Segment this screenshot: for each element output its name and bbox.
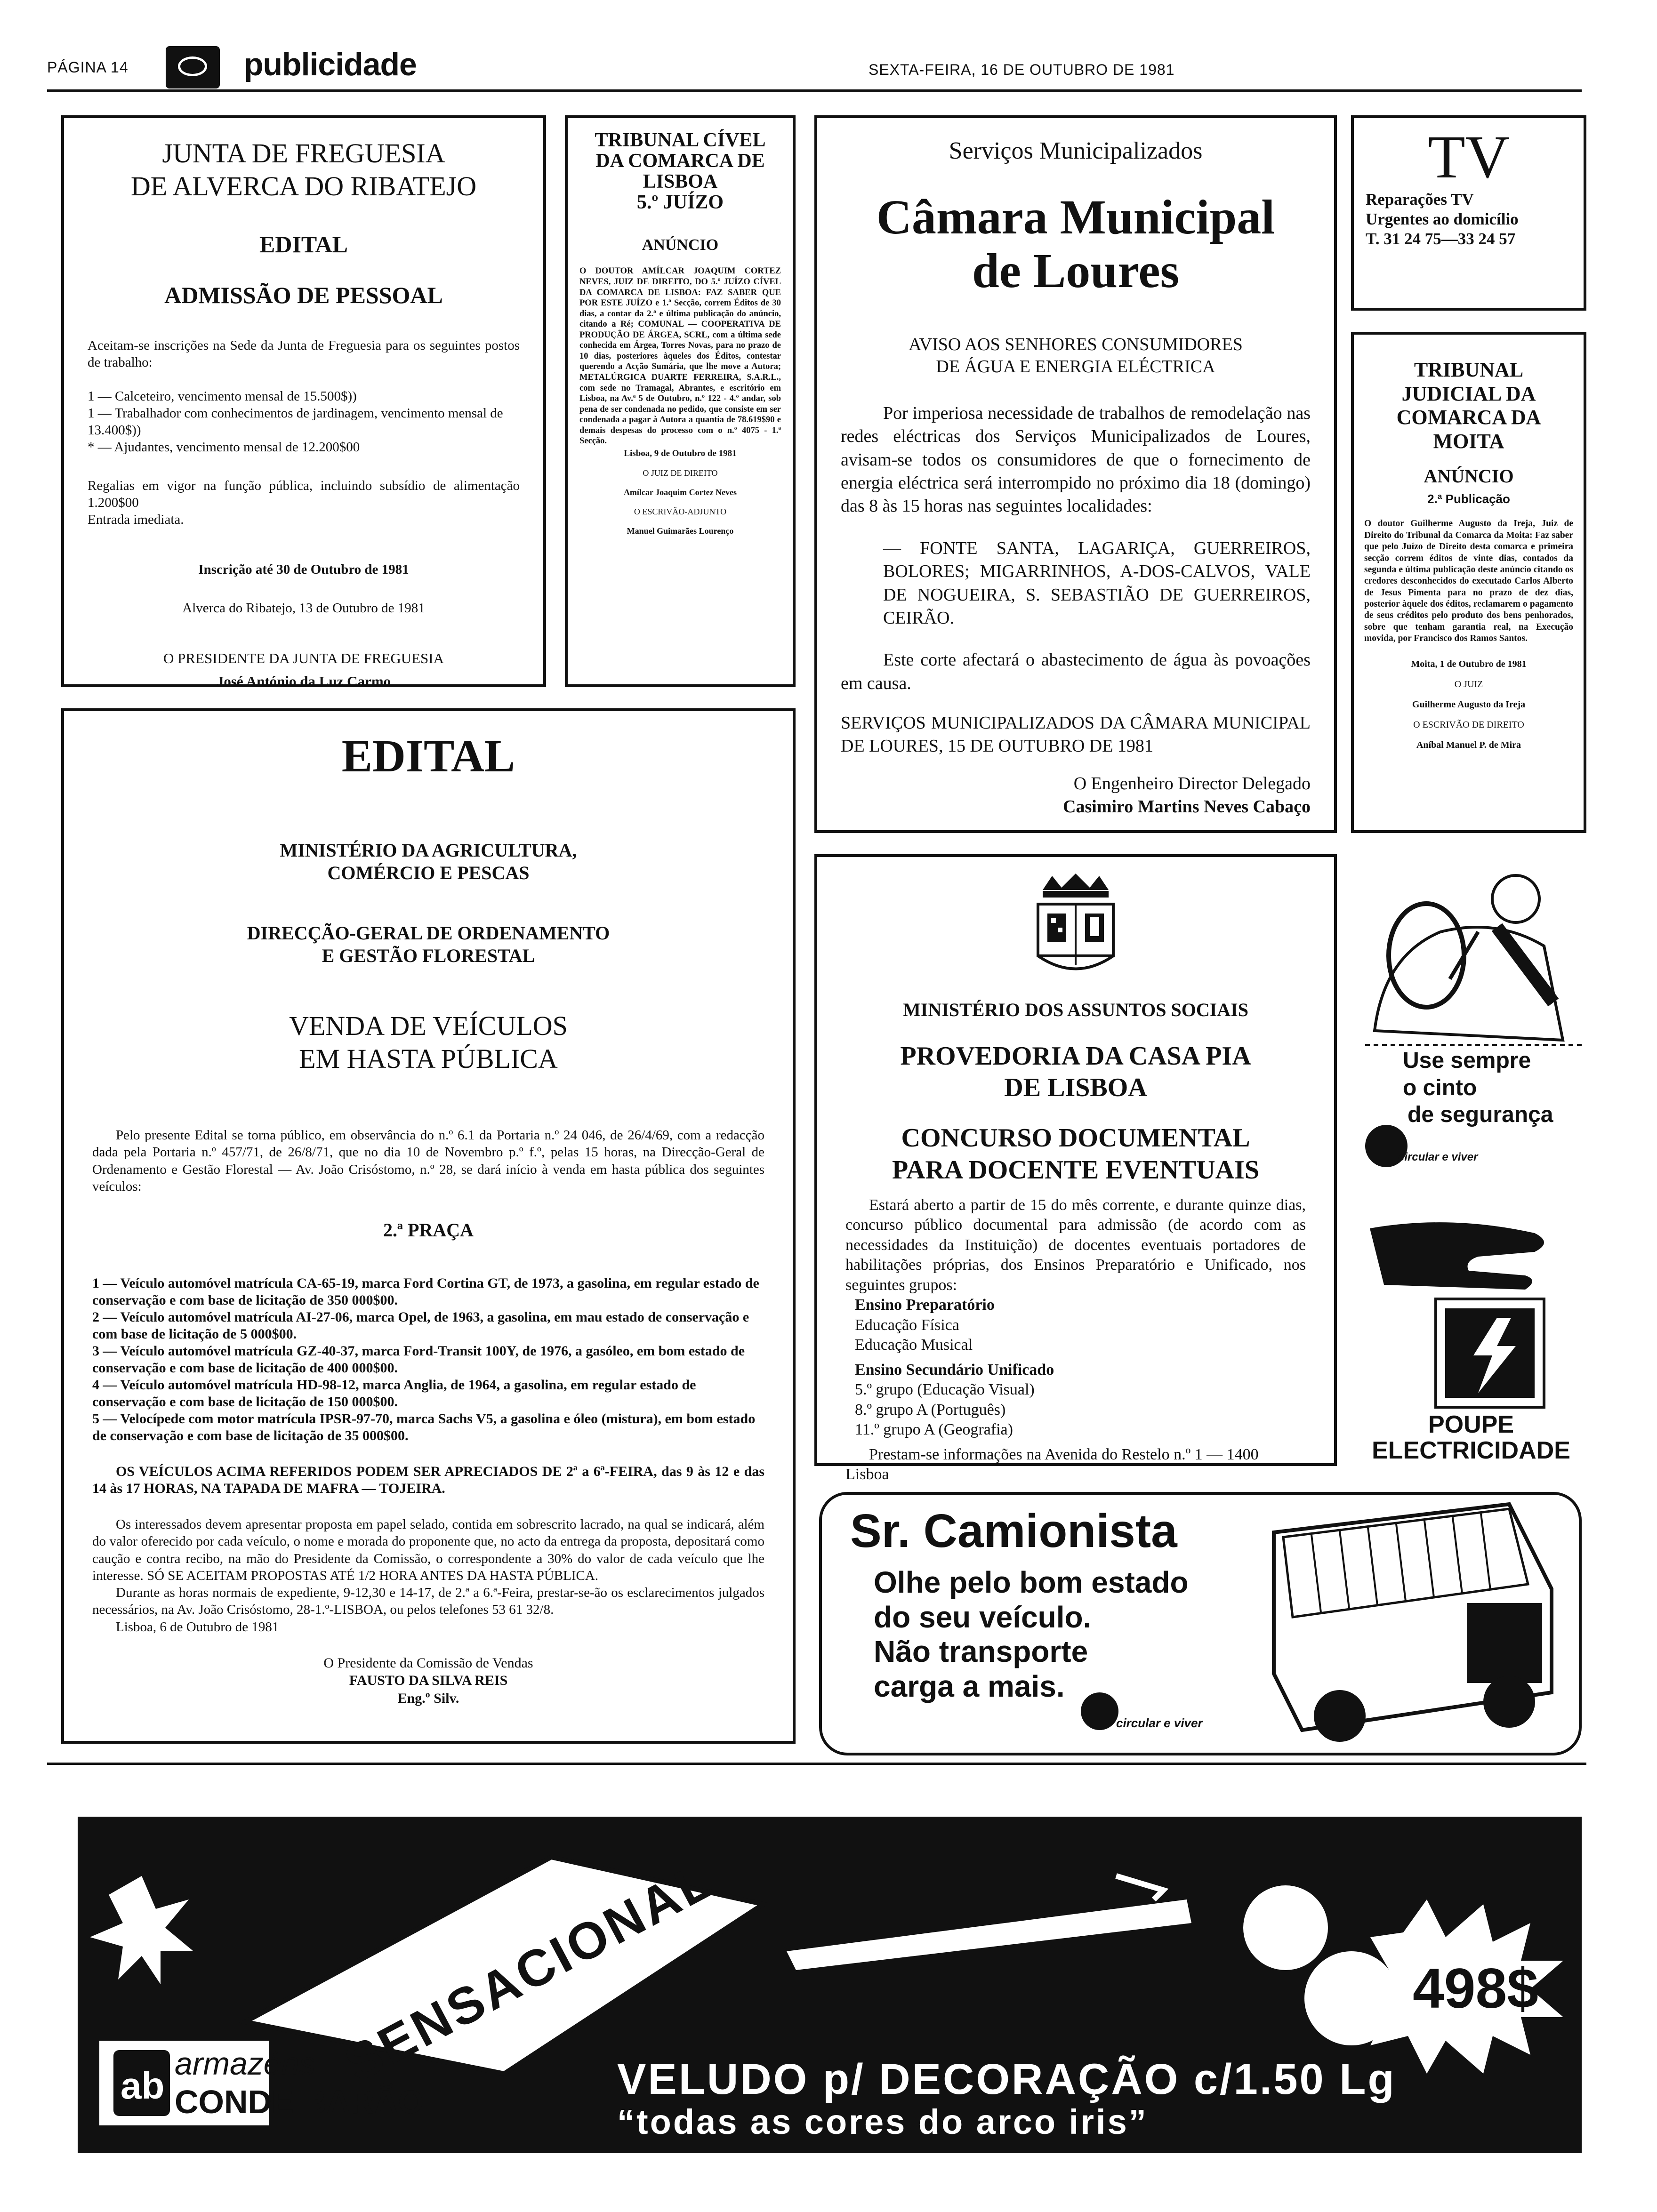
- tribunal-moita-title: TRIBUNAL JUDICIAL DA COMARCA DA MOITA: [1396, 358, 1541, 453]
- cinto-text: [1403, 1047, 1553, 1129]
- camion-brand: circular e viver: [1116, 1716, 1203, 1730]
- vehicle-item: 5 — Velocípede com motor matrícula IPSR-97-70, marca Sachs V5, a gasolina e óleo (mistura), em bom estado de conservação e com base de licitação de 35 000$00.: [92, 1411, 756, 1444]
- tribunal-moita-notice: [1351, 332, 1586, 833]
- poupe-text: [1356, 1412, 1586, 1463]
- casapia-sec-item: 8.º grupo A (Português): [855, 1401, 1006, 1419]
- camara-aviso-line1: AVISO AOS SENHORES CONSUMIDORES: [909, 334, 1243, 354]
- camara-title: [841, 191, 1311, 298]
- edital-vehicles: [92, 1275, 764, 1444]
- tv-line1: Reparações TV: [1366, 190, 1474, 208]
- edital-para2: Durante as horas normais de expediente, 9-12,30 e 14-17, de 2.ª a 6.ª-Feira, prestar-se-ão os esclarecimentos julgados necessários, na Av. João Crisóstomo, 28-1.º-LISBOA, ou pelos telefones 53 61 32/8.: [92, 1585, 764, 1618]
- tribunal-civel-body: O DOUTOR AMÍLCAR JOAQUIM CORTEZ NEVES, JUIZ DE DIREITO, DO 5.º JUÍZO CÍVEL DA COMARCA DE LISBOA: FAZ SABER QUE POR ESTE JUÍZO e 1.ª Secção, correm Éditos de 30 dias, a contar da 2.ª e última publicação do anúncio, citando a Ré; COMUNAL — COOPERATIVA DE PRODUÇÃO DE ÁRGEA, SCRL, com a última sede conhecida em Árgea, Torres Novas, para no prazo de 10 dias, posteriores àqueles dos Éditos, contestar querendo a Acção Sumária, que lhe move a Autora; METALÚRGICA DUARTE FERREIRA, S.A.R.L., com sede no Tramagal, Abrantes, e escritório em Lisboa, na Av.ª 5 de Outubro, n.º 122 - 4.º andar, sob pena de ser condenada no pedido, que consiste em ser condenada a pagar à Autora a quantia de 78.619$90 e demais despesas do processo com o n.º 4075 - 1.ª Secção.: [579, 266, 781, 446]
- junta-entrada: Entrada imediata.: [88, 512, 184, 528]
- camara-aviso-line2: DE ÁGUA E ENERGIA ELÉCTRICA: [936, 357, 1215, 377]
- tribunal-moita-anuncio: ANÚNCIO: [1424, 465, 1514, 487]
- casapia-concurso: [845, 1122, 1306, 1186]
- junta-intro: Aceitam-se inscrições na Sede da Junta de Freguesia para os seguintes postos de trabalho:: [88, 338, 520, 370]
- edital-venda-veiculos: [61, 708, 796, 1744]
- camara-eng: Casimiro Martins Neves Cabaço: [1063, 797, 1311, 817]
- tribunal-moita-date: Moita, 1 de Outubro de 1981: [1411, 658, 1527, 669]
- junta-item: 1 — Trabalhador com conhecimentos de jardinagem, vencimento mensal de 13.400$)): [88, 405, 503, 438]
- product-text: VELUDO p/ DECORAÇÃO c/1.50 Lg: [617, 2055, 1396, 2103]
- page-date: SEXTA-FEIRA, 16 DE OUTUBRO DE 1981: [869, 61, 1175, 78]
- casapia-prep-title: Ensino Preparatório: [855, 1296, 995, 1314]
- tribunal-moita-escrivao: Aníbal Manuel P. de Mira: [1416, 739, 1521, 750]
- junta-signer-title: O PRESIDENTE DA JUNTA DE FREGUESIA: [163, 649, 444, 666]
- edital-intro: Pelo presente Edital se torna público, em observância do n.º 6.1 da Portaria n.º 24 046, de 26/4/69, com a redacção dada pela Portaria n.º 457/71, de 26/8/71, que no dia 10 de Novembro p.º f.º, pelas 15 horas, na Direcção-Geral de Ordenamento e Gestão Florestal — Av. João Crisóstomo, n.º 28, se dará início à venda em hasta pública dos seguintes veículos:: [92, 1128, 764, 1194]
- truck-icon: [1246, 1495, 1575, 1749]
- cinto-line3: de segurança: [1408, 1102, 1553, 1128]
- casapia-provedoria: [845, 1041, 1306, 1104]
- driver-seatbelt-icon: [1356, 861, 1586, 1050]
- casapia-concurso-line2: PARA DOCENTE EVENTUAIS: [892, 1155, 1259, 1185]
- camara-afectara: Este corte afectará o abastecimento de água às povoações em causa.: [841, 650, 1311, 693]
- tribunal-civel-notice: [565, 115, 796, 687]
- junta-signer: José António da Luz Carmo: [216, 673, 391, 689]
- casapia-concurso-line1: CONCURSO DOCUMENTAL: [901, 1123, 1250, 1153]
- edital-sign-title: O Presidente da Comissão de Vendas: [323, 1655, 533, 1671]
- casapia-ministry: MINISTÉRIO DOS ASSUNTOS SOCIAIS: [903, 999, 1248, 1020]
- poupe-electricidade-ad: [1356, 1210, 1586, 1473]
- junta-freguesia-notice: [61, 115, 546, 687]
- tv-repair-ad: [1351, 115, 1586, 311]
- edital-title: EDITAL: [341, 731, 515, 782]
- poupe-line1: POUPE: [1428, 1411, 1514, 1438]
- casapia-body: Estará aberto a partir de 15 do mês corrente, e durante quinze dias, concurso público documental para admissão (de acordo com as necessidades da Instituição) de docentes eventuais portadores de habilitações próprias, dos Ensinos Preparatório e Unificado, nos seguintes grupos:: [845, 1196, 1306, 1294]
- tribunal-moita-body: O doutor Guilherme Augusto da Ireja, Juiz de Direito do Tribunal da Comarca da Moita: Faz saber que pelo Juízo de Direito desta comarca e primeira secção correm éditos de vinte dias, contados da segunda e última publicação deste anúncio citando os credores desconhecidos do executado Carlos Alberto de Jesus Pimenta para no prazo de dez dias, posterior àquele dos éditos, reclamarem o pagamento de seus créditos pelo produto dos bens penhorados, sobre que tenham garantia real, na Execução movida, por Francisco dos Ramos Santos.: [1364, 519, 1573, 644]
- edital-ministry-line1: MINISTÉRIO DA AGRICULTURA,: [280, 840, 577, 861]
- store-line2: CONDE BARÃO: [175, 2084, 424, 2120]
- junta-item: * — Ajudantes, vencimento mensal de 12.200$00: [88, 440, 360, 455]
- camara-body: Por imperiosa necessidade de trabalhos de remodelação nas redes eléctricas dos Serviços Municipalizados de Loures, avisam-se todos os consumidores de que o fornecimento de energia eléctrica será interrompido no próximo dia 18 (domingo) das 8 às 15 horas nas seguintes localidades:: [841, 403, 1311, 516]
- vehicle-item: 1 — Veículo automóvel matrícula CA-65-19, marca Ford Cortina GT, de 1973, a gasolina, em regular estado de conservação e com base de licitação de 350 000$00.: [92, 1275, 759, 1308]
- edital-venda-line2: EM HASTA PÚBLICA: [299, 1043, 558, 1074]
- cinto-line2: o cinto: [1403, 1075, 1477, 1100]
- tribunal-civel-escrivao: Manuel Guimarães Lourenço: [627, 526, 734, 536]
- junta-title: [88, 137, 520, 202]
- edital-direccao-line2: E GESTÃO FLORESTAL: [322, 945, 535, 966]
- casapia-sec-title: Ensino Secundário Unificado: [855, 1361, 1054, 1378]
- tribunal-civel-escrivao-title: O ESCRIVÃO-ADJUNTO: [634, 506, 727, 516]
- tribunal-civel-juiz-title: O JUIZ DE DIREITO: [643, 468, 718, 478]
- casapia-provedoria-line1: PROVEDORIA DA CASA PIA: [900, 1042, 1251, 1071]
- header-rule: [47, 89, 1582, 92]
- camara-title-line2: de Loures: [972, 244, 1180, 298]
- camara-servicos: Serviços Municipalizados: [949, 137, 1203, 164]
- tribunal-moita-escrivao-title: O ESCRIVÃO DE DIREITO: [1413, 719, 1524, 730]
- camara-aviso: [841, 334, 1311, 378]
- tribunal-civel-title: TRIBUNAL CÍVEL DA COMARCA DE LISBOA: [595, 129, 766, 193]
- vehicle-item: 2 — Veículo automóvel matrícula AI-27-06, marca Opel, de 1963, a gasolina, em mau estado de conservação e com base de licitação de 5 000$00.: [92, 1309, 749, 1342]
- edital-ministry-line2: COMÉRCIO E PESCAS: [327, 862, 530, 883]
- edital-venda-line1: VENDA DE VEÍCULOS: [289, 1010, 568, 1041]
- page-number: PÁGINA 14: [47, 59, 129, 76]
- junta-regalias: Regalias em vigor na função pública, incluindo subsídio de alimentação 1.200$00: [88, 478, 520, 510]
- edital-para1: Os interessados devem apresentar proposta em papel selado, contida em sobrescrito lacrado, na qual se indicará, além do valor oferecido por cada veículo, o nome e morada do proponente que, no acto da entrega da proposta, depositará como caução e contra recibo, na mão do Presidente da Comissão, o correspondente a 30% do valor de cada veículo que lhe interesse. SÓ SE ACEITAM PROPOSTAS ATÉ 1/2 HORA ANTES DA HASTA PÚBLICA.: [92, 1517, 764, 1583]
- casapia-prep-item: Educação Musical: [855, 1336, 973, 1354]
- camara-title-line1: Câmara Municipal: [876, 190, 1275, 244]
- circular-logo-icon: [1081, 1692, 1118, 1730]
- junta-item: 1 — Calceteiro, vencimento mensal de 15.500$)): [88, 388, 357, 404]
- junta-edital: EDITAL: [259, 231, 348, 258]
- hand-switch-icon: [1356, 1210, 1586, 1412]
- camara-loures-notice: [814, 115, 1337, 833]
- tribunal-civel-anuncio: ANÚNCIO: [642, 236, 719, 254]
- slogan-text: “todas as cores do arco iris”: [617, 2102, 1148, 2141]
- sensacional-text: SENSACIONAL: [335, 1850, 723, 2093]
- casapia-provedoria-line2: DE LISBOA: [1004, 1073, 1147, 1103]
- conde-barao-ad: [78, 1817, 1582, 2153]
- cinto-brand: circular e viver: [1398, 1151, 1478, 1163]
- camion-body: [874, 1565, 1189, 1704]
- edital-praca: 2.ª PRAÇA: [383, 1219, 474, 1241]
- junta-subtitle: ADMISSÃO DE PESSOAL: [164, 282, 443, 309]
- camion-line3: Não transporte: [874, 1635, 1088, 1669]
- camara-sign: SERVIÇOS MUNICIPALIZADOS DA CÂMARA MUNICIPAL DE LOURES, 15 DE OUTUBRO DE 1981: [841, 713, 1311, 756]
- edital-date: Lisboa, 6 de Outubro de 1981: [116, 1619, 279, 1635]
- camion-line4: carga a mais.: [874, 1669, 1065, 1703]
- tribunal-civel-juizo: 5.º JUÍZO: [636, 192, 724, 214]
- seatbelt-ad: [1356, 861, 1586, 1191]
- edital-sign-eng: Eng.º Silv.: [397, 1690, 459, 1706]
- junta-local: Alverca do Ribatejo, 13 de Outubro de 1981: [182, 600, 425, 616]
- tribunal-civel-date: Lisboa, 9 de Outubro de 1981: [624, 448, 737, 458]
- tribunal-civel-juiz: Amílcar Joaquim Cortez Neves: [623, 487, 737, 497]
- coat-of-arms-icon: [1024, 871, 1127, 984]
- poupe-line2: ELECTRICIDADE: [1372, 1436, 1570, 1464]
- vehicle-item: 4 — Veículo automóvel matrícula HD-98-12, marca Anglia, de 1964, a gasolina, em regular estado de conservação e com base de licitação de 150 000$00.: [92, 1377, 696, 1410]
- edital-sign-name: FAUSTO DA SILVA REIS: [349, 1673, 508, 1689]
- camion-title: Sr. Camionista: [850, 1505, 1177, 1557]
- junta-title-line2: DE ALVERCA DO RIBATEJO: [130, 170, 477, 201]
- tv-title: TV: [1428, 123, 1510, 191]
- edital-direccao: [92, 922, 764, 967]
- casapia-sec-item: 5.º grupo (Educação Visual): [855, 1381, 1035, 1399]
- edital-ministry: [92, 839, 764, 884]
- section-title: publicidade: [244, 47, 417, 82]
- tv-line2: Urgentes ao domicílio: [1366, 209, 1519, 228]
- camionista-ad: [819, 1492, 1582, 1755]
- vehicle-item: 3 — Veículo automóvel matrícula GZ-40-37, marca Ford-Transit 100Y, de 1976, a gasóleo, em bom estado de conservação e com base de licitação de 400 000$00.: [92, 1343, 745, 1376]
- tv-phone: T. 31 24 75—33 24 57: [1366, 229, 1516, 248]
- newspaper-logo-icon: [166, 46, 220, 88]
- camion-line1: Olhe pelo bom estado: [874, 1565, 1189, 1599]
- camion-line2: do seu veículo.: [874, 1600, 1092, 1634]
- tribunal-moita-juiz-title: O JUIZ: [1454, 679, 1483, 689]
- edital-venda: [92, 1010, 764, 1075]
- junta-inscricao: Inscrição até 30 de Outubro de 1981: [198, 562, 409, 577]
- junta-title-line1: JUNTA DE FREGUESIA: [162, 138, 445, 168]
- bottom-rule: [47, 1763, 1586, 1765]
- casapia-prep-item: Educação Física: [855, 1316, 959, 1334]
- casapia-info: Prestam-se informações na Avenida do Restelo n.º 1 — 1400 Lisboa: [845, 1445, 1259, 1483]
- ab-logo-text: ab: [121, 2065, 165, 2107]
- price-text: 498$: [1413, 1957, 1538, 2020]
- tribunal-moita-publicacao: 2.ª Publicação: [1427, 492, 1510, 506]
- casa-pia-notice: [814, 854, 1337, 1483]
- casapia-sec-item: 11.º grupo A (Geografia): [855, 1421, 1013, 1439]
- edital-direccao-line1: DIRECÇÃO-GERAL DE ORDENAMENTO: [247, 922, 610, 944]
- tribunal-moita-juiz: Guilherme Augusto da Ireja: [1412, 699, 1526, 710]
- edital-apreciados: OS VEÍCULOS ACIMA REFERIDOS PODEM SER APRECIADOS DE 2ª a 6ª-FEIRA, das 9 às 12 e das 14 às 17 HORAS, NA TAPADA DE MAFRA — TOJEIRA.: [92, 1464, 764, 1497]
- cinto-line1: Use sempre: [1403, 1048, 1531, 1073]
- camara-locais: — FONTE SANTA, LAGARIÇA, GUERREIROS, BOLORES; MIGARRINHOS, A-DOS-CALVOS, VALE DE NOGUEIRA, S. SEBASTIÃO DE GUERREIROS, CEIRÃO.: [883, 538, 1311, 628]
- store-line1: armazéns: [175, 2046, 315, 2082]
- junta-items: [88, 388, 520, 456]
- camara-eng-title: O Engenheiro Director Delegado: [1073, 773, 1311, 793]
